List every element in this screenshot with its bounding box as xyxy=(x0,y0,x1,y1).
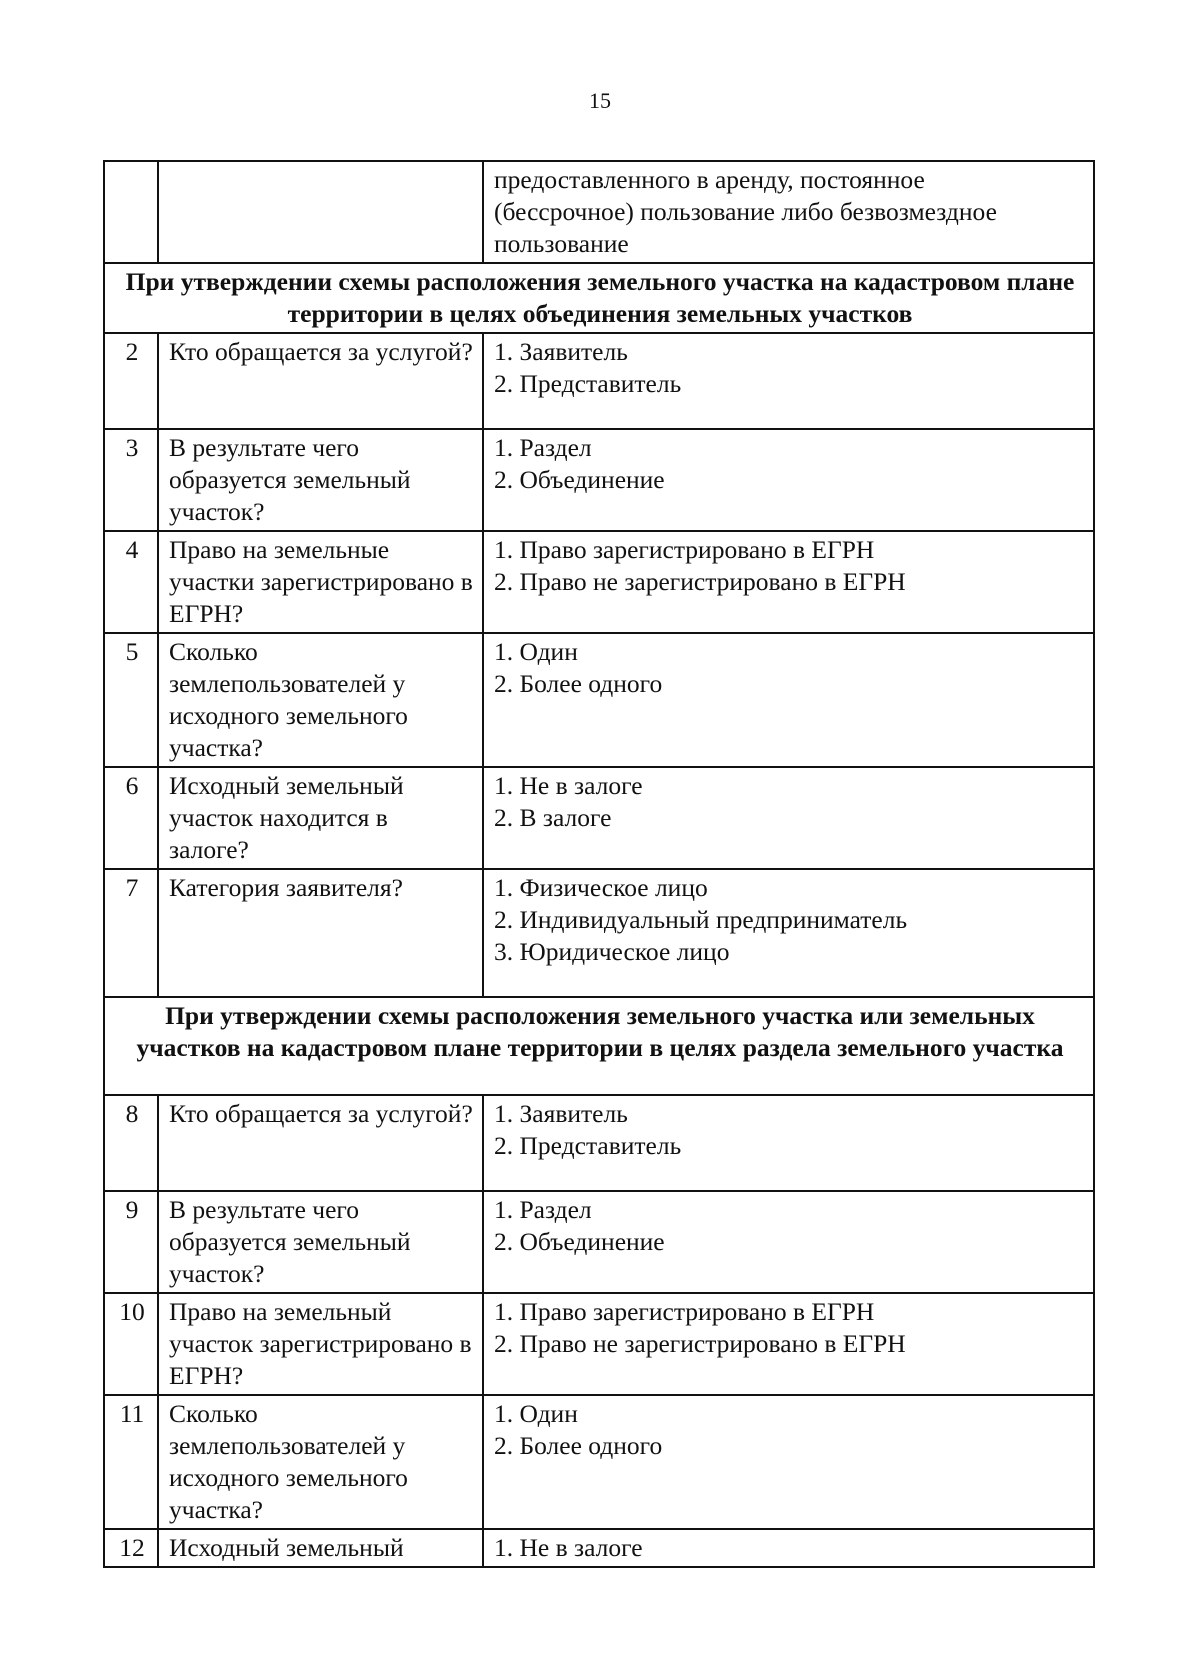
answer-line: 2. Объединение xyxy=(494,1227,665,1256)
row-number: 8 xyxy=(104,1095,158,1191)
section-heading-row xyxy=(104,997,1094,1095)
answer-line: 2. Индивидуальный предприниматель xyxy=(494,905,908,934)
answer-line: 2. Объединение xyxy=(494,465,665,494)
row-number: 2 xyxy=(104,333,158,429)
answer-line: 1. Физическое лицо xyxy=(494,873,708,902)
answer-line: 1. Заявитель xyxy=(494,1099,628,1128)
table-row xyxy=(104,767,1094,869)
answer-cell xyxy=(483,767,1094,869)
answer-line: 1. Не в залоге xyxy=(494,771,643,800)
row-number: 3 xyxy=(104,429,158,531)
row-number: 7 xyxy=(104,869,158,997)
table-row xyxy=(104,333,1094,429)
question-text: Сколько землепользователей у исходного земельного участка? xyxy=(158,633,483,767)
row-number: 4 xyxy=(104,531,158,633)
answer-line: 1. Право зарегистрировано в ЕГРН xyxy=(494,1297,875,1326)
answer-cell xyxy=(483,531,1094,633)
question-text: Исходный земельный xyxy=(158,1529,483,1567)
answer-line: 1. Заявитель xyxy=(494,337,628,366)
table-row xyxy=(104,869,1094,997)
table-row xyxy=(104,1191,1094,1293)
answer-cell xyxy=(483,1395,1094,1529)
question-text: Сколько землепользователей у исходного земельного участка? xyxy=(158,1395,483,1529)
answer-line: 1. Не в залоге xyxy=(494,1533,643,1562)
section-heading: При утверждении схемы расположения земельного участка на кадастровом плане территории в целях объединения земельных участков xyxy=(104,263,1094,333)
answer-line: 2. Более одного xyxy=(494,669,663,698)
row-number: 12 xyxy=(104,1529,158,1567)
table-row xyxy=(104,633,1094,767)
question-cell xyxy=(158,161,483,263)
question-text: Исходный земельный участок находится в залоге? xyxy=(158,767,483,869)
answer-cell xyxy=(483,161,1094,263)
questions-table xyxy=(103,160,1095,1568)
answer-line: 3. Юридическое лицо xyxy=(494,937,730,966)
answer-cell xyxy=(483,869,1094,997)
answer-cell xyxy=(483,1293,1094,1395)
answer-cell xyxy=(483,333,1094,429)
answer-cell xyxy=(483,429,1094,531)
row-number: 10 xyxy=(104,1293,158,1395)
answer-line: 1. Раздел xyxy=(494,1195,592,1224)
answer-cell xyxy=(483,1191,1094,1293)
answer-line: 1. Один xyxy=(494,1399,578,1428)
row-number: 9 xyxy=(104,1191,158,1293)
section-heading: При утверждении схемы расположения земельного участка или земельных участков на кадастровом плане территории в целях раздела земельного участка xyxy=(104,997,1094,1095)
answer-cell xyxy=(483,633,1094,767)
table-row xyxy=(104,1095,1094,1191)
row-number-cell xyxy=(104,161,158,263)
page-number: 15 xyxy=(589,88,611,113)
question-text: Кто обращается за услугой? xyxy=(158,333,483,429)
question-text: В результате чего образуется земельный участок? xyxy=(158,1191,483,1293)
row-number: 6 xyxy=(104,767,158,869)
row-number: 5 xyxy=(104,633,158,767)
answer-line: пользование xyxy=(494,229,629,258)
answer-cell xyxy=(483,1095,1094,1191)
question-text: В результате чего образуется земельный участок? xyxy=(158,429,483,531)
question-text: Право на земельный участок зарегистрировано в ЕГРН? xyxy=(158,1293,483,1395)
answer-line: 2. Представитель xyxy=(494,1131,682,1160)
question-text: Право на земельные участки зарегистрировано в ЕГРН? xyxy=(158,531,483,633)
answer-line: 2. Право не зарегистрировано в ЕГРН xyxy=(494,567,906,596)
answer-line: 1. Право зарегистрировано в ЕГРН xyxy=(494,535,875,564)
table-row xyxy=(104,1395,1094,1529)
question-text: Категория заявителя? xyxy=(158,869,483,997)
answer-line: 1. Один xyxy=(494,637,578,666)
answer-line: 2. В залоге xyxy=(494,803,612,832)
row-number: 11 xyxy=(104,1395,158,1529)
answer-cell xyxy=(483,1529,1094,1567)
answer-line: предоставленного в аренду, постоянное xyxy=(494,165,925,194)
table-row xyxy=(104,1529,1094,1567)
table-row xyxy=(104,1293,1094,1395)
table-row xyxy=(104,161,1094,263)
question-text: Кто обращается за услугой? xyxy=(158,1095,483,1191)
answer-line: (бессрочное) пользование либо безвозмездное xyxy=(494,197,997,226)
table-row xyxy=(104,531,1094,633)
section-heading-row xyxy=(104,263,1094,333)
answer-line: 2. Право не зарегистрировано в ЕГРН xyxy=(494,1329,906,1358)
answer-line: 1. Раздел xyxy=(494,433,592,462)
table-row xyxy=(104,429,1094,531)
answer-line: 2. Представитель xyxy=(494,369,682,398)
answer-line: 2. Более одного xyxy=(494,1431,663,1460)
